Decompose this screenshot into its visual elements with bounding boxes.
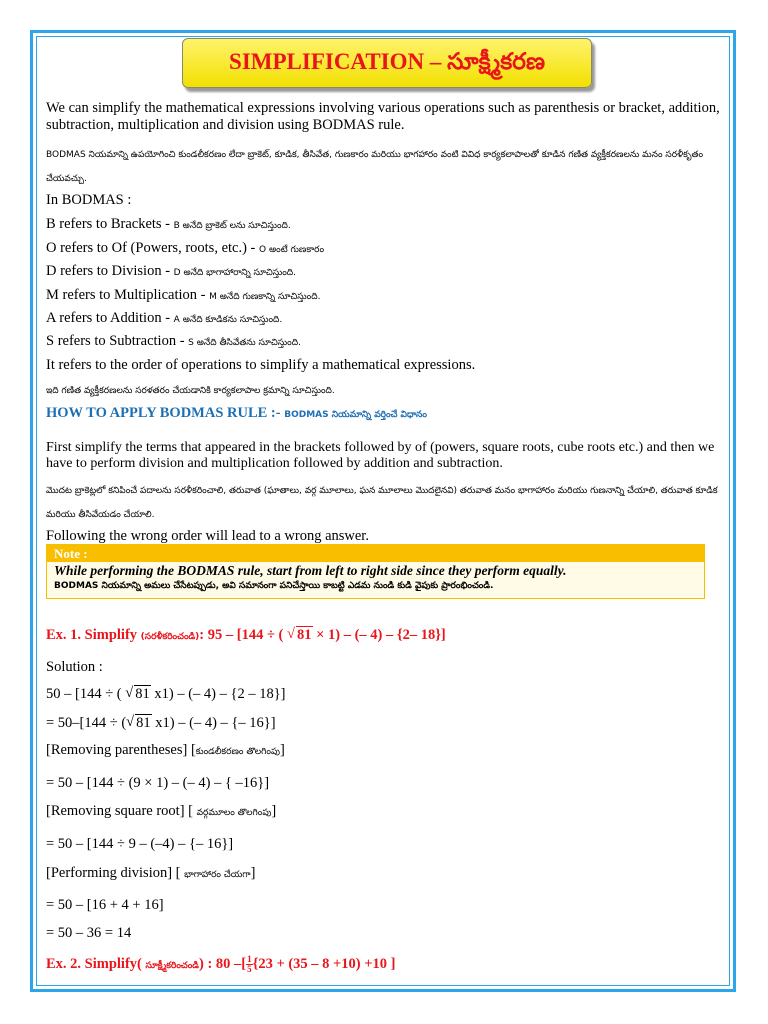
example-2-heading <box>46 955 722 974</box>
step-6: = 50 – [144 ÷ 9 – (–4) – {– 16}] <box>46 836 234 852</box>
note-telugu: BODMAS నియమాన్ని అమలు చేసేటప్పుడు, అవి సమానంగా పనిచేస్తాయి కాబట్టి ఎడమ నుండి కుడి వైపుకు ప్రారంభించండి. <box>54 581 494 591</box>
step-7 <box>46 865 722 882</box>
step-3-end: ] <box>279 742 285 758</box>
rule-s-te: S అనేది తీసివేతను సూచిస్తుంది. <box>188 338 301 348</box>
intro-telugu: BODMAS నియమాన్ని ఉపయోగించి కుండలీకరణం లేదా బ్రాకెట్, కూడిక, తీసివేత, గుణకారం మరియు భాగహారం వంటి వివిధ కార్యకలాపాలతో కూడిన గణిత వ్యక్తీకరణలను మనం సరళీకృతం చేయవచ్చు. <box>46 150 704 184</box>
step-3 <box>46 742 722 759</box>
rule-s-en: S refers to Subtraction - <box>46 333 189 349</box>
step-7-en: [Performing division] [ <box>46 865 185 881</box>
step-2-radicand: 81 <box>136 715 151 731</box>
example-1-label: Ex. 1. Simplify <box>46 627 141 643</box>
rule-o-en: O refers to Of (Powers, roots, etc.) - <box>46 240 260 256</box>
first-telugu: మొదట బ్రాకెట్లలో కనిపించే పదాలను సరళీకరించాలి, తరువాత (ఘాతాలు, వర్గ మూలాలు, ఘన మూలాలు మొదలైనవి) తరువాత మనం భాగాహారం మరియు గుణనాన్ని చేయాలి, తరువాత కూడిక మరియు తీసివేయడం చేయాలి. <box>46 486 718 520</box>
rule-a-te: A అనేది కూడికను సూచిస్తుంది. <box>173 315 283 325</box>
rule-d-en: D refers to Division - <box>46 263 174 279</box>
sqrt-symbol <box>126 715 152 732</box>
step-1-a: 50 – [144 ÷ ( <box>46 686 126 702</box>
rule-m-te: M అనేది గుణకాన్ని సూచిస్తుంది. <box>209 292 321 302</box>
page-title: SIMPLIFICATION – సూక్ష్మీకరణ <box>182 38 592 88</box>
step-5-end: ] <box>271 803 277 819</box>
step-2 <box>46 715 722 732</box>
step-1-radicand: 81 <box>135 686 150 702</box>
step-7-end: ] <box>250 865 256 881</box>
note-english: While performing the BODMAS rule, start from left to right side since they perform equally. <box>54 563 567 578</box>
in-bodmas-heading: In BODMAS : <box>46 192 132 208</box>
order-telugu: ఇది గణిత వ్యక్తీకరణలను సరళతరం చేయడానికి కార్యకలాపాల క్రమాన్ని సూచిస్తుంది. <box>46 386 335 396</box>
rule-m-en: M refers to Multiplication - <box>46 287 210 303</box>
fraction-denominator: 5 <box>247 964 252 974</box>
example-2-label-te: సూక్ష్మీకరించండి <box>145 960 199 971</box>
note-box <box>46 544 705 599</box>
note-label: Note : <box>47 545 704 562</box>
example-1-label-te: (సరళీకరించండి) <box>140 632 200 642</box>
howto-heading-en: HOW TO APPLY BODMAS RULE :- <box>46 405 285 421</box>
intro-english: We can simplify the mathematical expressions involving various operations such as parenthesis or bracket, addition, subtraction, multiplication and division using BODMAS rule. <box>46 100 720 133</box>
step-2-a: = 50–[144 ÷ ( <box>46 715 127 731</box>
rule-b-te: B అనేది బ్రాకెట్ లను సూచిస్తుంది. <box>173 221 291 231</box>
example-2-label: Ex. 2. Simplify( <box>46 955 146 972</box>
step-1 <box>46 686 722 703</box>
example-2-expr-b: {23 + (35 – 8 +10) +10 ] <box>252 955 396 972</box>
solution-label: Solution : <box>46 659 103 675</box>
step-8: = 50 – [16 + 4 + 16] <box>46 897 164 913</box>
first-english: First simplify the terms that appeared in the brackets followed by of (powers, square roots, cube roots etc.) and then we have to perform division and multiplication followed by addition and subtraction. <box>46 440 715 471</box>
rule-a <box>46 310 722 327</box>
wrong-order-text: Following the wrong order will lead to a wrong answer. <box>46 528 369 544</box>
rule-o <box>46 240 722 257</box>
step-7-te: భాగాహారం చేయగా <box>184 870 251 880</box>
example-1-radicand: 81 <box>297 627 312 643</box>
example-1-heading <box>46 627 722 644</box>
example-1-expr-b: × 1) – (– 4) – {2– 18}] <box>312 627 446 643</box>
step-3-en: [Removing parentheses] [ <box>46 742 196 758</box>
step-2-b: x1) – (– 4) – {– 16}] <box>151 715 276 731</box>
step-5-te: వర్గమూలం తొలగింపు <box>196 808 272 818</box>
rule-a-en: A refers to Addition - <box>46 310 174 326</box>
order-english: It refers to the order of operations to simplify a mathematical expressions. <box>46 357 476 373</box>
rule-s <box>46 333 722 350</box>
step-9: = 50 – 36 = 14 <box>46 925 132 941</box>
rule-m <box>46 287 722 304</box>
sqrt-symbol <box>125 686 151 703</box>
step-3-te: కుండలీకరణం తొలగింపు <box>195 747 280 757</box>
example-1-expr-a: : 95 – [144 ÷ ( <box>199 627 287 643</box>
rule-b <box>46 216 722 233</box>
rule-d-te: D అనేది భాగాహారాన్ని సూచిస్తుంది. <box>173 268 296 278</box>
sqrt-symbol <box>287 627 313 644</box>
howto-heading <box>46 405 722 422</box>
rule-d <box>46 263 722 280</box>
rule-b-en: B refers to Brackets - <box>46 216 174 232</box>
howto-heading-te: BODMAS నియమాన్ని వర్తించే విధానం <box>284 410 427 420</box>
step-1-b: x1) – (– 4) – {2 – 18}] <box>150 686 286 702</box>
step-5 <box>46 803 722 820</box>
fraction-numerator: 1 <box>247 954 252 964</box>
example-2-expr-a: ) : 80 –[ <box>198 955 247 972</box>
step-5-en: [Removing square root] [ <box>46 803 197 819</box>
rule-o-te: O అంటే గుణకారం <box>259 245 325 255</box>
step-4: = 50 – [144 ÷ (9 × 1) – (– 4) – { –16}] <box>46 775 270 791</box>
